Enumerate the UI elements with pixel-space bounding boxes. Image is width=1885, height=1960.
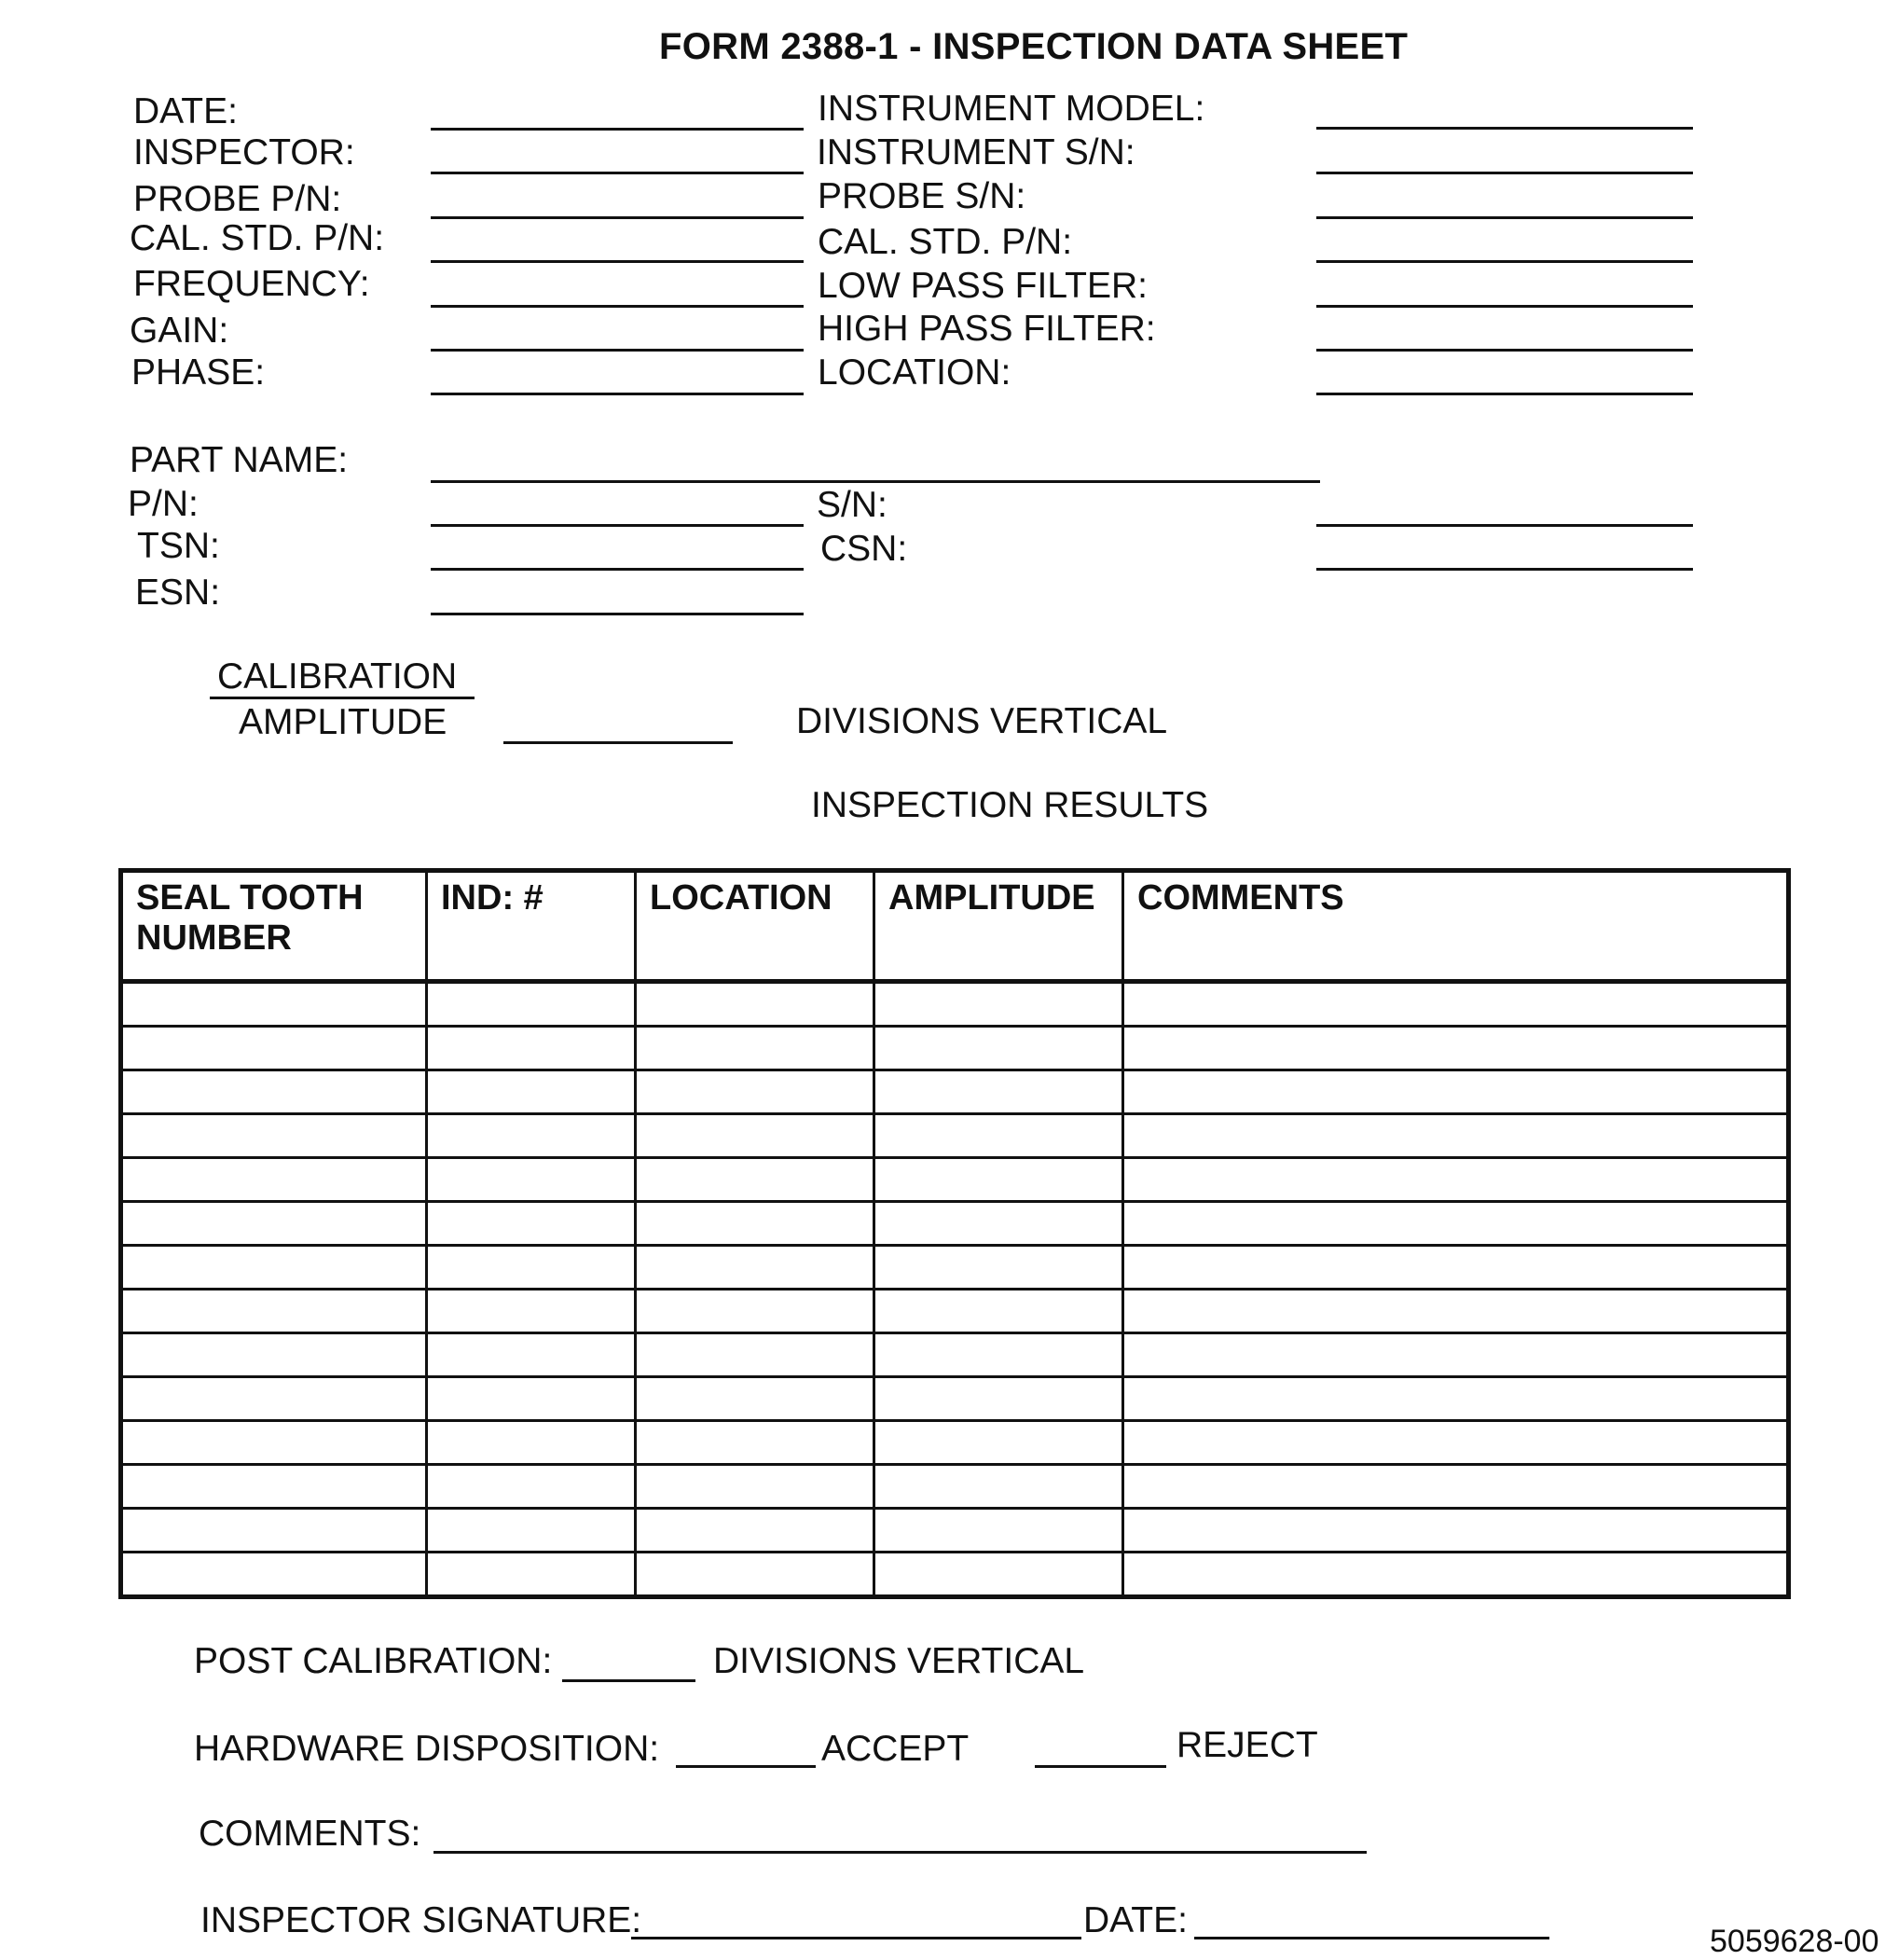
low-pass-filter-field[interactable] — [1316, 305, 1693, 308]
seal-tooth-number-cell[interactable] — [121, 1114, 427, 1158]
probe-sn-field[interactable] — [1316, 216, 1693, 219]
low-pass-filter-label: LOW PASS FILTER: — [818, 266, 1148, 306]
amplitude-cell[interactable] — [874, 1421, 1123, 1465]
comments-cell[interactable] — [1123, 1465, 1789, 1509]
form-title: FORM 2388-1 - INSPECTION DATA SHEET — [659, 26, 1409, 67]
high-pass-filter-field[interactable] — [1316, 349, 1693, 352]
seal-tooth-number-cell[interactable] — [121, 1465, 427, 1509]
col-seal-tooth-number: SEAL TOOTH NUMBER — [121, 871, 427, 982]
amplitude-cell[interactable] — [874, 982, 1123, 1027]
ind-number-cell[interactable] — [427, 1070, 636, 1114]
instrument-model-field[interactable] — [1316, 127, 1693, 130]
table-row — [121, 982, 1789, 1027]
inspection-results-table — [118, 868, 1791, 1599]
tsn-label: TSN: — [137, 526, 220, 566]
amplitude-cell[interactable] — [874, 1465, 1123, 1509]
esn-field[interactable] — [431, 613, 804, 615]
location-cell[interactable] — [636, 982, 874, 1027]
location-cell[interactable] — [636, 1553, 874, 1597]
table-row — [121, 1465, 1789, 1509]
amplitude-cell[interactable] — [874, 1158, 1123, 1202]
amplitude-cell[interactable] — [874, 1114, 1123, 1158]
comments-cell[interactable] — [1123, 1114, 1789, 1158]
cal-std-pn-right-field[interactable] — [1316, 260, 1693, 263]
hardware-disposition-label: HARDWARE DISPOSITION: — [194, 1729, 660, 1769]
date-label: DATE: — [133, 91, 238, 131]
amplitude-cell[interactable] — [874, 1027, 1123, 1070]
ind-number-cell[interactable] — [427, 982, 636, 1027]
inspector-signature-label: INSPECTOR SIGNATURE: — [200, 1900, 642, 1940]
amplitude-cell[interactable] — [874, 1509, 1123, 1553]
comments-field[interactable] — [433, 1851, 1367, 1854]
table-row — [121, 1114, 1789, 1158]
amplitude-cell[interactable] — [874, 1377, 1123, 1421]
accept-label: ACCEPT — [821, 1729, 970, 1769]
ind-number-cell[interactable] — [427, 1509, 636, 1553]
ind-number-cell[interactable] — [427, 1027, 636, 1070]
post-calibration-label: POST CALIBRATION: — [194, 1641, 553, 1681]
instrument-sn-label: INSTRUMENT S/N: — [817, 132, 1135, 173]
probe-sn-label: PROBE S/N: — [818, 176, 1026, 216]
comments-label: COMMENTS: — [199, 1814, 421, 1854]
location-cell[interactable] — [636, 1290, 874, 1333]
location-cell[interactable] — [636, 1114, 874, 1158]
ind-number-cell[interactable] — [427, 1114, 636, 1158]
probe-pn-label: PROBE P/N: — [133, 179, 342, 219]
seal-tooth-number-cell[interactable] — [121, 982, 427, 1027]
location-cell[interactable] — [636, 1027, 874, 1070]
reject-label: REJECT — [1176, 1725, 1318, 1765]
amplitude-cell[interactable] — [874, 1553, 1123, 1597]
table-body — [121, 982, 1789, 1597]
ind-number-cell[interactable] — [427, 1333, 636, 1377]
part-name-label: PART NAME: — [130, 440, 349, 480]
table-row — [121, 1290, 1789, 1333]
table-row — [121, 1158, 1789, 1202]
reject-field[interactable] — [1035, 1765, 1166, 1768]
seal-tooth-number-cell[interactable] — [121, 1070, 427, 1114]
divisions-vertical-label: DIVISIONS VERTICAL — [796, 701, 1168, 741]
location-field[interactable] — [1316, 393, 1693, 395]
ind-number-cell[interactable] — [427, 1202, 636, 1246]
seal-tooth-number-cell[interactable] — [121, 1202, 427, 1246]
cal-std-pn-field[interactable] — [431, 260, 804, 263]
gain-label: GAIN: — [130, 311, 229, 351]
seal-tooth-number-cell[interactable] — [121, 1553, 427, 1597]
amplitude-cell[interactable] — [874, 1333, 1123, 1377]
part-sn-label: S/N: — [817, 485, 887, 525]
date-field[interactable] — [431, 128, 804, 131]
ind-number-cell[interactable] — [427, 1290, 636, 1333]
comments-cell[interactable] — [1123, 1027, 1789, 1070]
amplitude-cell[interactable] — [874, 1070, 1123, 1114]
comments-cell[interactable] — [1123, 1377, 1789, 1421]
ind-number-cell[interactable] — [427, 1246, 636, 1290]
comments-cell[interactable] — [1123, 1202, 1789, 1246]
location-cell[interactable] — [636, 1465, 874, 1509]
csn-label: CSN: — [820, 529, 908, 569]
table-row — [121, 1421, 1789, 1465]
ind-number-cell[interactable] — [427, 1421, 636, 1465]
table-row — [121, 1553, 1789, 1597]
instrument-model-label: INSTRUMENT MODEL: — [818, 89, 1205, 129]
inspection-results-heading: INSPECTION RESULTS — [811, 785, 1209, 825]
table-row — [121, 1509, 1789, 1553]
cal-std-pn-label: CAL. STD. P/N: — [130, 218, 385, 258]
comments-cell[interactable] — [1123, 1290, 1789, 1333]
inspector-signature-field[interactable] — [631, 1937, 1081, 1939]
seal-tooth-number-cell[interactable] — [121, 1333, 427, 1377]
seal-tooth-number-cell[interactable] — [121, 1377, 427, 1421]
amplitude-cell[interactable] — [874, 1290, 1123, 1333]
part-name-field[interactable] — [431, 480, 1320, 483]
location-cell[interactable] — [636, 1070, 874, 1114]
location-cell[interactable] — [636, 1377, 874, 1421]
esn-label: ESN: — [135, 573, 221, 613]
instrument-sn-field[interactable] — [1316, 172, 1693, 174]
ind-number-cell[interactable] — [427, 1465, 636, 1509]
seal-tooth-number-cell[interactable] — [121, 1290, 427, 1333]
ind-number-cell[interactable] — [427, 1377, 636, 1421]
location-cell[interactable] — [636, 1202, 874, 1246]
part-pn-label: P/N: — [128, 484, 199, 524]
calibration-divider — [210, 697, 475, 699]
signature-date-label: DATE: — [1083, 1900, 1188, 1940]
signature-date-field[interactable] — [1194, 1937, 1549, 1939]
table-header-row — [121, 871, 1789, 982]
high-pass-filter-label: HIGH PASS FILTER: — [818, 309, 1156, 349]
comments-cell[interactable] — [1123, 982, 1789, 1027]
gain-field[interactable] — [431, 349, 804, 352]
location-cell[interactable] — [636, 1158, 874, 1202]
seal-tooth-number-cell[interactable] — [121, 1158, 427, 1202]
inspector-field[interactable] — [431, 172, 804, 174]
col-comments: COMMENTS — [1123, 871, 1789, 982]
location-label: LOCATION: — [818, 352, 1011, 393]
part-pn-field[interactable] — [431, 524, 804, 527]
comments-cell[interactable] — [1123, 1553, 1789, 1597]
comments-cell[interactable] — [1123, 1421, 1789, 1465]
document-number: 5059628-00 — [1710, 1924, 1879, 1959]
comments-cell[interactable] — [1123, 1509, 1789, 1553]
post-calibration-field[interactable] — [562, 1679, 695, 1682]
seal-tooth-number-cell[interactable] — [121, 1421, 427, 1465]
seal-tooth-number-cell[interactable] — [121, 1027, 427, 1070]
location-cell[interactable] — [636, 1333, 874, 1377]
calibration-amplitude-field[interactable] — [503, 741, 733, 744]
amplitude-cell[interactable] — [874, 1246, 1123, 1290]
location-cell[interactable] — [636, 1421, 874, 1465]
seal-tooth-number-cell[interactable] — [121, 1509, 427, 1553]
location-cell[interactable] — [636, 1509, 874, 1553]
amplitude-cell[interactable] — [874, 1202, 1123, 1246]
csn-field[interactable] — [1316, 568, 1693, 571]
col-location: LOCATION — [636, 871, 874, 982]
frequency-label: FREQUENCY: — [133, 264, 370, 304]
post-divisions-vertical-label: DIVISIONS VERTICAL — [713, 1641, 1085, 1681]
comments-cell[interactable] — [1123, 1070, 1789, 1114]
location-cell[interactable] — [636, 1246, 874, 1290]
table-row — [121, 1246, 1789, 1290]
tsn-field[interactable] — [431, 568, 804, 571]
seal-tooth-number-cell[interactable] — [121, 1246, 427, 1290]
phase-label: PHASE: — [131, 352, 266, 393]
ind-number-cell[interactable] — [427, 1553, 636, 1597]
table-row — [121, 1333, 1789, 1377]
table-row — [121, 1027, 1789, 1070]
comments-cell[interactable] — [1123, 1333, 1789, 1377]
cal-std-pn-right-label: CAL. STD. P/N: — [818, 222, 1073, 262]
frequency-field[interactable] — [431, 305, 804, 308]
table-row — [121, 1377, 1789, 1421]
col-amplitude: AMPLITUDE — [874, 871, 1123, 982]
ind-number-cell[interactable] — [427, 1158, 636, 1202]
amplitude-label: AMPLITUDE — [239, 702, 447, 742]
inspector-label: INSPECTOR: — [133, 132, 355, 173]
probe-pn-field[interactable] — [431, 216, 804, 219]
col-ind-number: IND: # — [427, 871, 636, 982]
accept-field[interactable] — [676, 1765, 816, 1768]
table-row — [121, 1070, 1789, 1114]
comments-cell[interactable] — [1123, 1246, 1789, 1290]
phase-field[interactable] — [431, 393, 804, 395]
table-row — [121, 1202, 1789, 1246]
calibration-label: CALIBRATION — [217, 656, 458, 697]
part-sn-field[interactable] — [1316, 524, 1693, 527]
comments-cell[interactable] — [1123, 1158, 1789, 1202]
